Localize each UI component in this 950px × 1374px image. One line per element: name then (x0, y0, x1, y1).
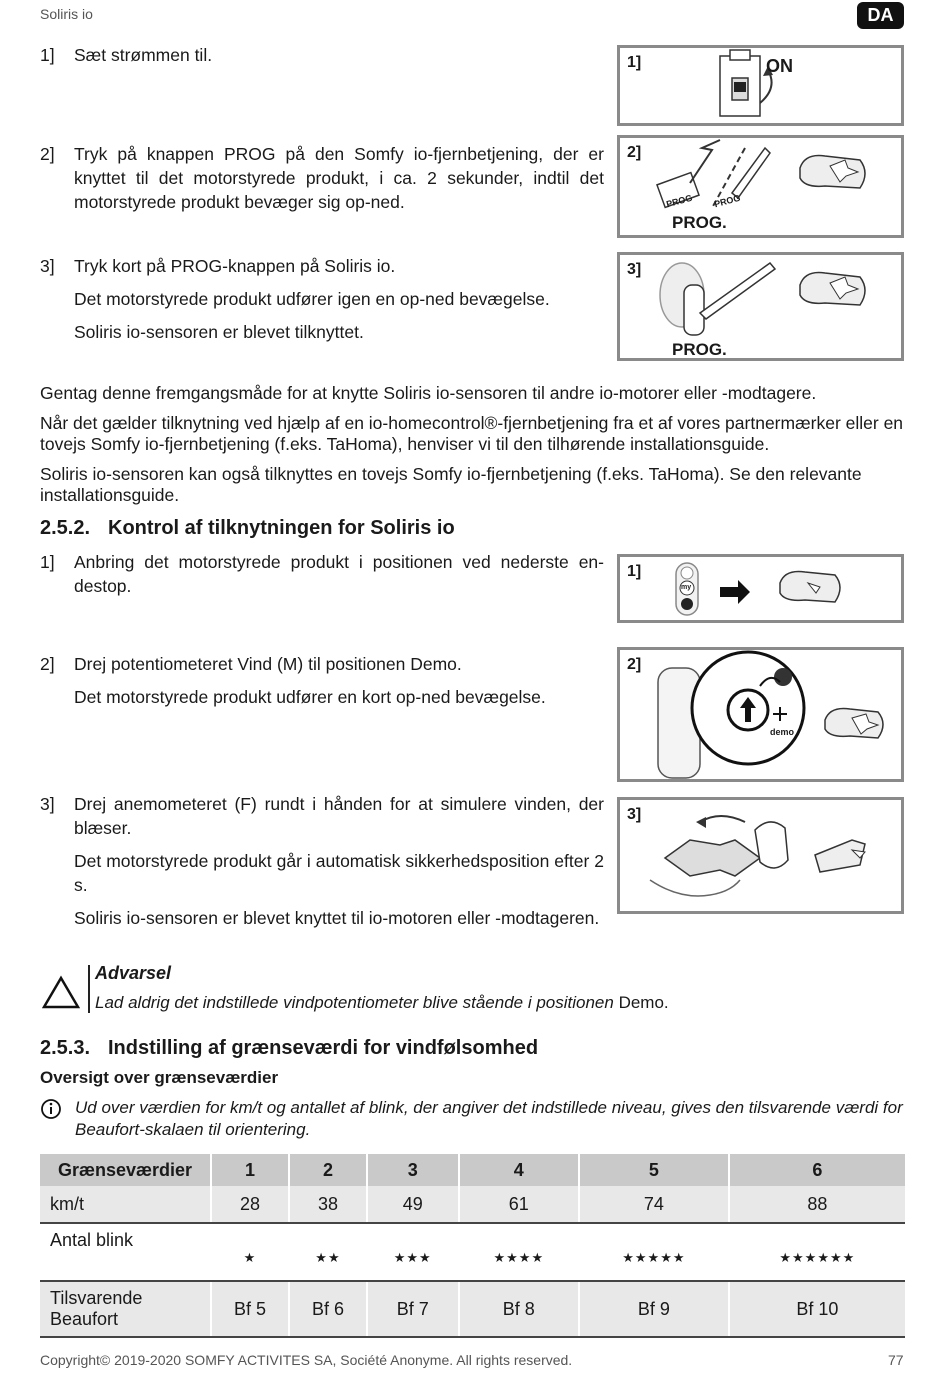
page-number: 77 (888, 1352, 904, 1368)
table-cell: Bf 10 (729, 1281, 905, 1337)
remote-prog-illustration (620, 138, 901, 235)
table-cell: 49 (367, 1186, 459, 1223)
step-a1 (40, 43, 604, 67)
section-title: Indstilling af grænseværdi for vindfølsomhed (108, 1037, 539, 1059)
remote-down-illustration (620, 557, 901, 620)
table-row (40, 1186, 905, 1223)
table-header-cell: 4 (459, 1154, 580, 1186)
table-cell: 61 (459, 1186, 580, 1223)
section-number: 2.5.2. (40, 517, 91, 539)
step-b2 (40, 652, 604, 709)
table-header-cell: 5 (579, 1154, 729, 1186)
figure-label: 2] (627, 656, 642, 673)
table-header-cell: 1 (211, 1154, 289, 1186)
warning-title: Advarsel (95, 963, 172, 983)
figure-prog-remote (617, 135, 904, 238)
step-number: 3] (40, 794, 55, 814)
step-a3 (40, 254, 604, 344)
step-text: Drej potentiometeret Vind (M) til positionen Demo. (74, 654, 462, 674)
step-text: Det motorstyrede produkt går i automatisk sikkerhedsposition efter 2 s. (74, 851, 604, 895)
demo-label: demo (770, 727, 795, 737)
figure-label: 3] (627, 261, 642, 278)
table-row-label: km/t (40, 1186, 211, 1223)
blink-stars: ★★★★★ (579, 1223, 729, 1281)
section-heading-253 (40, 1037, 538, 1060)
step-text: Tryk på knappen PROG på den Somfy io-fjernbetjening, der er knyttet til det motorstyrede produkt, i ca. 2 sekunder, indtil det motorstyrede produkt bevæger sig op-ned. (74, 144, 604, 212)
figure-prog-sensor (617, 252, 904, 361)
prog-label: PROG. (672, 340, 727, 359)
language-badge: DA (857, 2, 904, 29)
on-label: ON (766, 56, 793, 76)
step-number: 1] (40, 552, 55, 572)
table-header-row (40, 1154, 905, 1186)
table-header-cell: 6 (729, 1154, 905, 1186)
footer-copyright: Copyright© 2019-2020 SOMFY ACTIVITES SA, Société Anonyme. All rights reserved. (40, 1352, 573, 1368)
header-brand: Soliris io (40, 6, 93, 22)
paragraph-tahoma: Soliris io-sensoren kan også tilknyttes en tovejs Somfy io-fjernbetjening (f.eks. TaHoma). Se den relevante installationsguide. (40, 464, 862, 505)
table-header-cell: Grænseværdier (40, 1154, 211, 1186)
table-cell: 38 (289, 1186, 367, 1223)
step-number: 2] (40, 654, 55, 674)
figure-label: 3] (627, 806, 642, 823)
table-header-cell: 2 (289, 1154, 367, 1186)
step-text: Soliris io-sensoren er blevet knyttet til io-motoren eller -modtageren. (74, 908, 600, 928)
table-cell: Bf 7 (367, 1281, 459, 1337)
threshold-table (40, 1154, 905, 1338)
section-heading-252 (40, 517, 455, 540)
info-text: Ud over værdien for km/t og antallet af blink, der angiver det indstillede niveau, gives den tilsvarende værdi for Beaufort-skalaen til orientering. (75, 1098, 903, 1139)
breaker-illustration (620, 48, 901, 123)
table-cell: Bf 9 (579, 1281, 729, 1337)
table-row (40, 1281, 905, 1337)
figure-label: 1] (627, 54, 642, 71)
blink-stars: ★★ (289, 1223, 367, 1281)
paragraph-partner: Når det gælder tilknytning ved hjælp af en io-homecontrol®-fjernbetjening fra et af vores partnermærker eller en tovejs Somfy io-fjernbetjening (f.eks. TaHoma), henviser vi til den tilhørende installationsguide. (40, 413, 904, 454)
subheading-overview: Oversigt over grænseværdier (40, 1068, 279, 1087)
step-number: 1] (40, 45, 55, 65)
table-cell: 28 (211, 1186, 289, 1223)
step-text: Tryk kort på PROG-knappen på Soliris io. (74, 256, 396, 276)
step-text: Det motorstyrede produkt udfører igen en op-ned bevægelse. (74, 289, 550, 309)
figure-label: 2] (627, 144, 642, 161)
figure-label: 1] (627, 563, 642, 580)
sensor-prog-illustration (620, 255, 901, 358)
step-text: Drej anemometeret (F) rundt i hånden for at simulere vinden, der blæser. (74, 794, 604, 838)
warning-icon (42, 975, 80, 1009)
table-row (40, 1223, 905, 1281)
table-cell: Bf 5 (211, 1281, 289, 1337)
table-cell: Bf 8 (459, 1281, 580, 1337)
figure-down-position (617, 554, 904, 623)
step-number: 2] (40, 144, 55, 164)
step-b1 (40, 550, 604, 598)
step-text: Soliris io-sensoren er blevet tilknyttet. (74, 322, 364, 342)
my-button-label: my (681, 584, 692, 591)
figure-demo-position (617, 647, 904, 782)
info-icon (40, 1098, 62, 1120)
warning-divider (88, 965, 90, 1013)
blink-stars: ★ (211, 1223, 289, 1281)
table-row-label: Tilsvarende Beaufort (40, 1281, 211, 1337)
blink-stars: ★★★★★★ (729, 1223, 905, 1281)
prog-small-label-2: PROG (713, 192, 742, 210)
step-b3 (40, 792, 604, 930)
paragraph-repeat: Gentag denne fremgangsmåde for at knytte Soliris io-sensoren til andre io-motorer eller -modtagere. (40, 383, 817, 403)
section-title: Kontrol af tilknytningen for Soliris io (108, 517, 455, 539)
warning-text (95, 993, 669, 1013)
figure-anemometer (617, 797, 904, 914)
table-row-label: Antal blink (40, 1223, 211, 1281)
step-text: Sæt strømmen til. (74, 45, 213, 65)
step-number: 3] (40, 256, 55, 276)
table-header-cell: 3 (367, 1154, 459, 1186)
prog-label: PROG. (672, 213, 727, 232)
figure-power-on (617, 45, 904, 126)
warning-text-demo: Demo. (618, 993, 669, 1012)
prog-small-label: PROG (665, 192, 694, 210)
blink-stars: ★★★ (367, 1223, 459, 1281)
anemometer-illustration (620, 800, 901, 911)
step-text: Det motorstyrede produkt udfører en kort op-ned bevægelse. (74, 687, 546, 707)
step-text: Anbring det motorstyrede produkt i positionen ved nederste endestop. (74, 552, 604, 596)
table-cell: 88 (729, 1186, 905, 1223)
step-a2 (40, 142, 604, 214)
table-cell: 74 (579, 1186, 729, 1223)
potentiometer-illustration (620, 650, 901, 779)
table-cell: Bf 6 (289, 1281, 367, 1337)
warning-text-main: Lad aldrig det indstillede vindpotentiometer blive stående i positionen (95, 993, 619, 1012)
blink-stars: ★★★★ (459, 1223, 580, 1281)
section-number: 2.5.3. (40, 1037, 91, 1059)
